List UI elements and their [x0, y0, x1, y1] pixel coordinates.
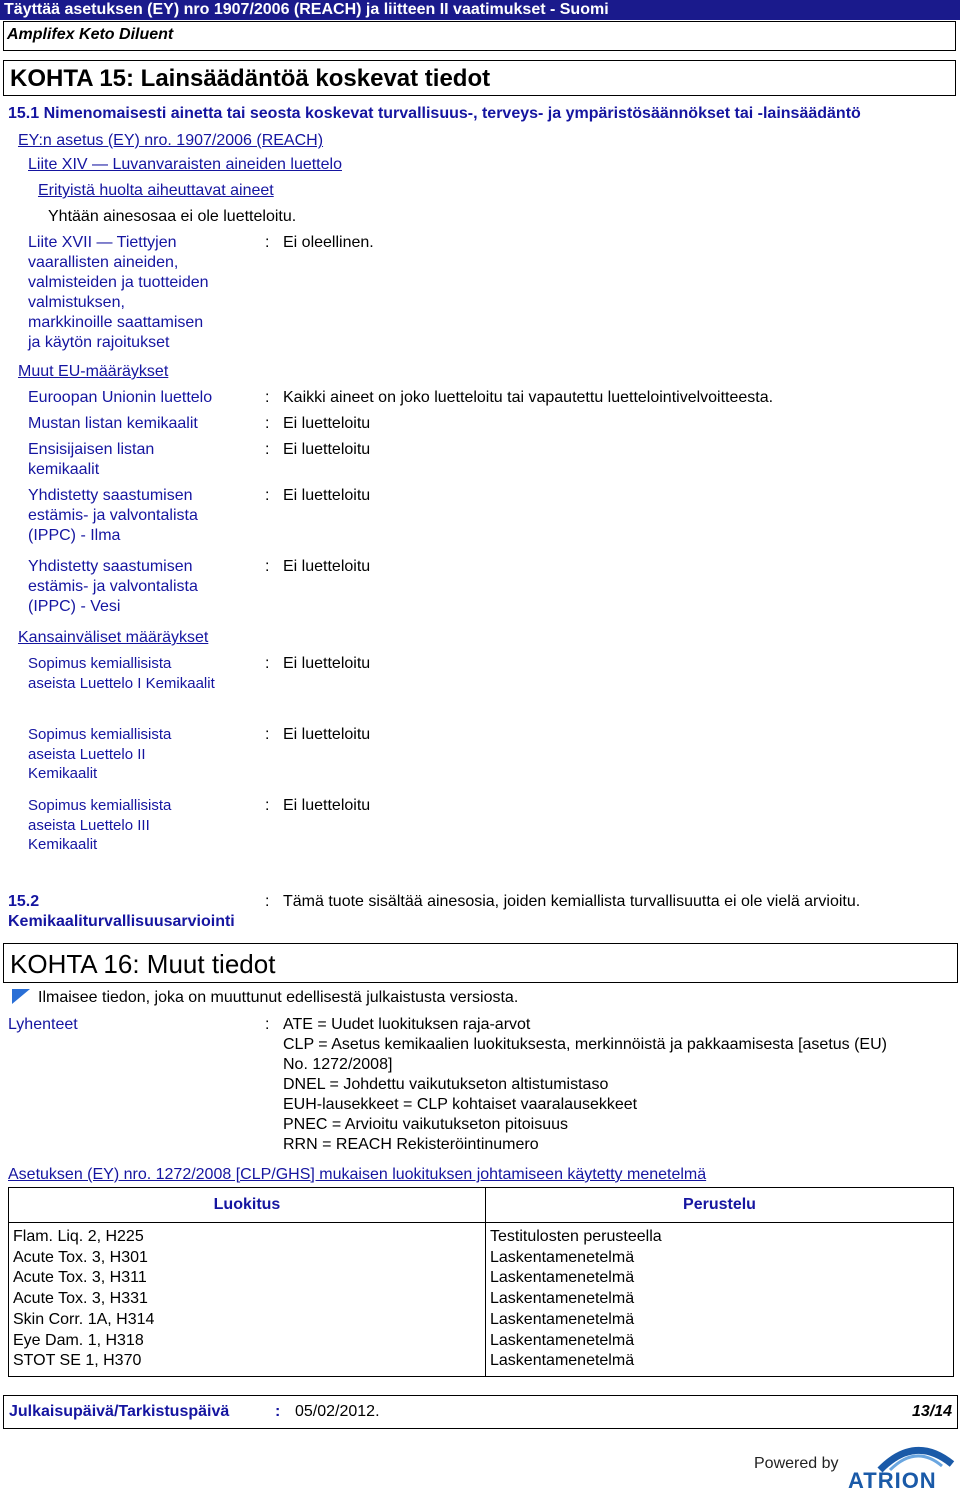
other-eu-heading: Muut EU-määräykset	[18, 363, 169, 380]
footer-box	[3, 1395, 958, 1429]
section15-title: KOHTA 15: Lainsäädäntöä koskevat tiedot	[10, 65, 491, 92]
classification-item: Acute Tox. 3, H331	[13, 1290, 148, 1308]
section15-title-box	[3, 60, 956, 96]
black-list-label: Mustan listan kemikaalit	[28, 415, 198, 432]
abbreviation-line: DNEL = Johdettu vaikutukseton altistumistaso	[283, 1076, 609, 1093]
table-header-classification: Luokitus	[9, 1188, 486, 1223]
atrion-brand-text: ATRION	[848, 1468, 937, 1493]
priority-list-value: Ei luetteloitu	[283, 441, 371, 458]
cwc3-value: Ei luetteloitu	[283, 797, 371, 814]
footer-colon: :	[275, 1403, 281, 1420]
ippc-water-label-line: estämis- ja valvontalista	[28, 578, 198, 595]
footer-date-label: Julkaisupäivä/Tarkistuspäivä	[9, 1403, 230, 1420]
justification-item: Laskentamenetelmä	[490, 1352, 635, 1370]
cwc3-label-line: aseista Luettelo III	[28, 816, 150, 834]
powered-by-logo	[752, 1440, 958, 1492]
annex17-value: Ei oleellinen.	[283, 234, 374, 251]
table-header-justification: Perustelu	[486, 1188, 954, 1223]
abbreviation-line: EUH-lausekkeet = CLP kohtaiset vaaralausekkeet	[283, 1096, 638, 1113]
cwc2-label-line: Sopimus kemiallisista	[28, 726, 172, 743]
section16-title: KOHTA 16: Muut tiedot	[10, 949, 276, 979]
colon: :	[265, 441, 270, 458]
cwc3-label-line: Sopimus kemiallisista	[28, 797, 172, 814]
ippc-air-label-line: (IPPC) - Ilma	[28, 527, 121, 544]
cwc1-label-line: Sopimus kemiallisista	[28, 655, 172, 672]
powered-by-text: Powered by	[754, 1455, 839, 1472]
cwc3-label-line: Kemikaalit	[28, 836, 98, 853]
annex17-label-line: ja käytön rajoitukset	[28, 334, 170, 351]
justification-cell	[486, 1223, 954, 1377]
classification-item: Eye Dam. 1, H318	[13, 1331, 144, 1349]
abbreviations-label: Lyhenteet	[8, 1016, 78, 1033]
colon: :	[265, 487, 270, 504]
change-note: Ilmaisee tiedon, joka on muuttunut edellisestä julkaistusta versiosta.	[38, 989, 519, 1006]
justification-item: Laskentamenetelmä	[490, 1248, 635, 1266]
csa-label	[8, 892, 235, 932]
colon: :	[265, 655, 270, 672]
colon: :	[265, 558, 270, 575]
justification-item: Laskentamenetelmä	[490, 1331, 635, 1349]
cwc1-value: Ei luetteloitu	[283, 655, 371, 672]
priority-label-line: kemikaalit	[28, 461, 100, 478]
svhc-text: Yhtään ainesosaa ei ole luetteloitu.	[48, 208, 297, 225]
abbreviation-line: CLP = Asetus kemikaalien luokituksesta, merkinnöistä ja pakkaamisesta [asetus (EU)	[283, 1036, 887, 1053]
table-row	[9, 1223, 954, 1377]
abbreviation-line: No. 1272/2008]	[283, 1056, 393, 1073]
colon: :	[265, 389, 270, 406]
csa-value: Tämä tuote sisältää ainesosia, joiden kemiallista turvallisuutta ei ole vielä arvioitu.	[283, 893, 861, 910]
classification-item: STOT SE 1, H370	[13, 1352, 142, 1370]
abbreviation-line: RRN = REACH Rekisteröintinumero	[283, 1136, 539, 1153]
annex17-label-line: markkinoille saattamisen	[28, 314, 204, 331]
ippc-air-label	[28, 486, 198, 546]
colon: :	[265, 415, 270, 432]
cwc2-value: Ei luetteloitu	[283, 726, 371, 743]
table-header-row	[9, 1188, 954, 1223]
cwc1-label	[28, 654, 215, 694]
annex17-label-line: Liite XVII — Tiettyjen	[28, 234, 177, 251]
cwc2-label-line: aseista Luettelo II	[28, 745, 146, 763]
annex17-label	[28, 233, 209, 353]
ippc-air-label-line: estämis- ja valvontalista	[28, 507, 198, 524]
product-name-box	[3, 21, 956, 51]
annex14-heading: Liite XIV — Luvanvaraisten aineiden luettelo	[28, 156, 342, 173]
colon: :	[265, 797, 270, 814]
black-list-value: Ei luetteloitu	[283, 415, 371, 432]
colon: :	[265, 1016, 270, 1033]
abbreviation-line: ATE = Uudet luokituksen raja-arvot	[283, 1016, 531, 1033]
section16-title-box	[3, 943, 958, 983]
cwc1-label-line: aseista Luettelo I Kemikaalit	[28, 675, 215, 692]
document-header-bar	[0, 0, 960, 20]
abbreviation-line: PNEC = Arvioitu vaikutukseton pitoisuus	[283, 1116, 569, 1133]
classification-item: Acute Tox. 3, H311	[13, 1269, 147, 1287]
section15-1-heading: 15.1 Nimenomaisesti ainetta tai seosta koskevat turvallisuus-, terveys- ja ympäristösäännökset tai -lainsäädäntö	[8, 105, 861, 122]
justification-item: Testitulosten perusteella	[490, 1228, 662, 1245]
footer-page-number: 13/14	[911, 1403, 952, 1420]
footer-date-value: 05/02/2012.	[295, 1403, 380, 1420]
colon: :	[265, 726, 270, 743]
triangle-flag-icon	[12, 989, 30, 1005]
eu-list-label: Euroopan Unionin luettelo	[28, 389, 213, 406]
document-header-title: Täyttää asetuksen (EY) nro 1907/2006 (REACH) ja liitteen II vaatimukset - Suomi	[4, 1, 609, 18]
cwc3-label	[28, 796, 171, 855]
colon: :	[265, 893, 270, 910]
annex17-label-line: valmisteiden ja tuotteiden	[28, 274, 209, 291]
csa-label-line: Kemikaaliturvallisuusarviointi	[8, 913, 235, 930]
justification-item: Laskentamenetelmä	[490, 1310, 635, 1328]
reach-heading: EY:n asetus (EY) nro. 1907/2006 (REACH)	[18, 132, 324, 149]
ippc-air-label-line: Yhdistetty saastumisen	[28, 487, 193, 504]
ippc-water-label-line: Yhdistetty saastumisen	[28, 558, 193, 575]
colon: :	[265, 234, 270, 251]
ippc-water-label-line: (IPPC) - Vesi	[28, 598, 121, 615]
international-heading: Kansainväliset määräykset	[18, 629, 209, 646]
classification-item: Skin Corr. 1A, H314	[13, 1310, 155, 1328]
product-name: Amplifex Keto Diluent	[7, 26, 174, 43]
clp-method-heading: Asetuksen (EY) nro. 1272/2008 [CLP/GHS] mukaisen luokituksen johtamiseen käytetty menetelmä	[8, 1166, 707, 1183]
annex17-label-line: valmistuksen,	[28, 294, 125, 311]
priority-label-line: Ensisijaisen listan	[28, 441, 155, 458]
priority-list-label	[28, 440, 154, 480]
classification-table	[8, 1187, 954, 1377]
eu-list-value: Kaikki aineet on joko luetteloitu tai vapautettu luettelointivelvoitteesta.	[283, 389, 774, 406]
classification-cell	[9, 1223, 486, 1377]
justification-item: Laskentamenetelmä	[490, 1290, 635, 1308]
classification-item: Acute Tox. 3, H301	[13, 1248, 148, 1266]
ippc-water-value: Ei luetteloitu	[283, 558, 371, 575]
svhc-heading: Erityistä huolta aiheuttavat aineet	[38, 182, 274, 199]
ippc-air-value: Ei luetteloitu	[283, 487, 371, 504]
csa-label-line: 15.2	[8, 893, 40, 910]
justification-item: Laskentamenetelmä	[490, 1269, 635, 1287]
cwc2-label	[28, 725, 171, 784]
ippc-water-label	[28, 557, 198, 617]
cwc2-label-line: Kemikaalit	[28, 765, 98, 782]
classification-item: Flam. Liq. 2, H225	[13, 1228, 144, 1245]
annex17-label-line: vaarallisten aineiden,	[28, 254, 179, 271]
abbreviations-list	[283, 1015, 955, 1155]
